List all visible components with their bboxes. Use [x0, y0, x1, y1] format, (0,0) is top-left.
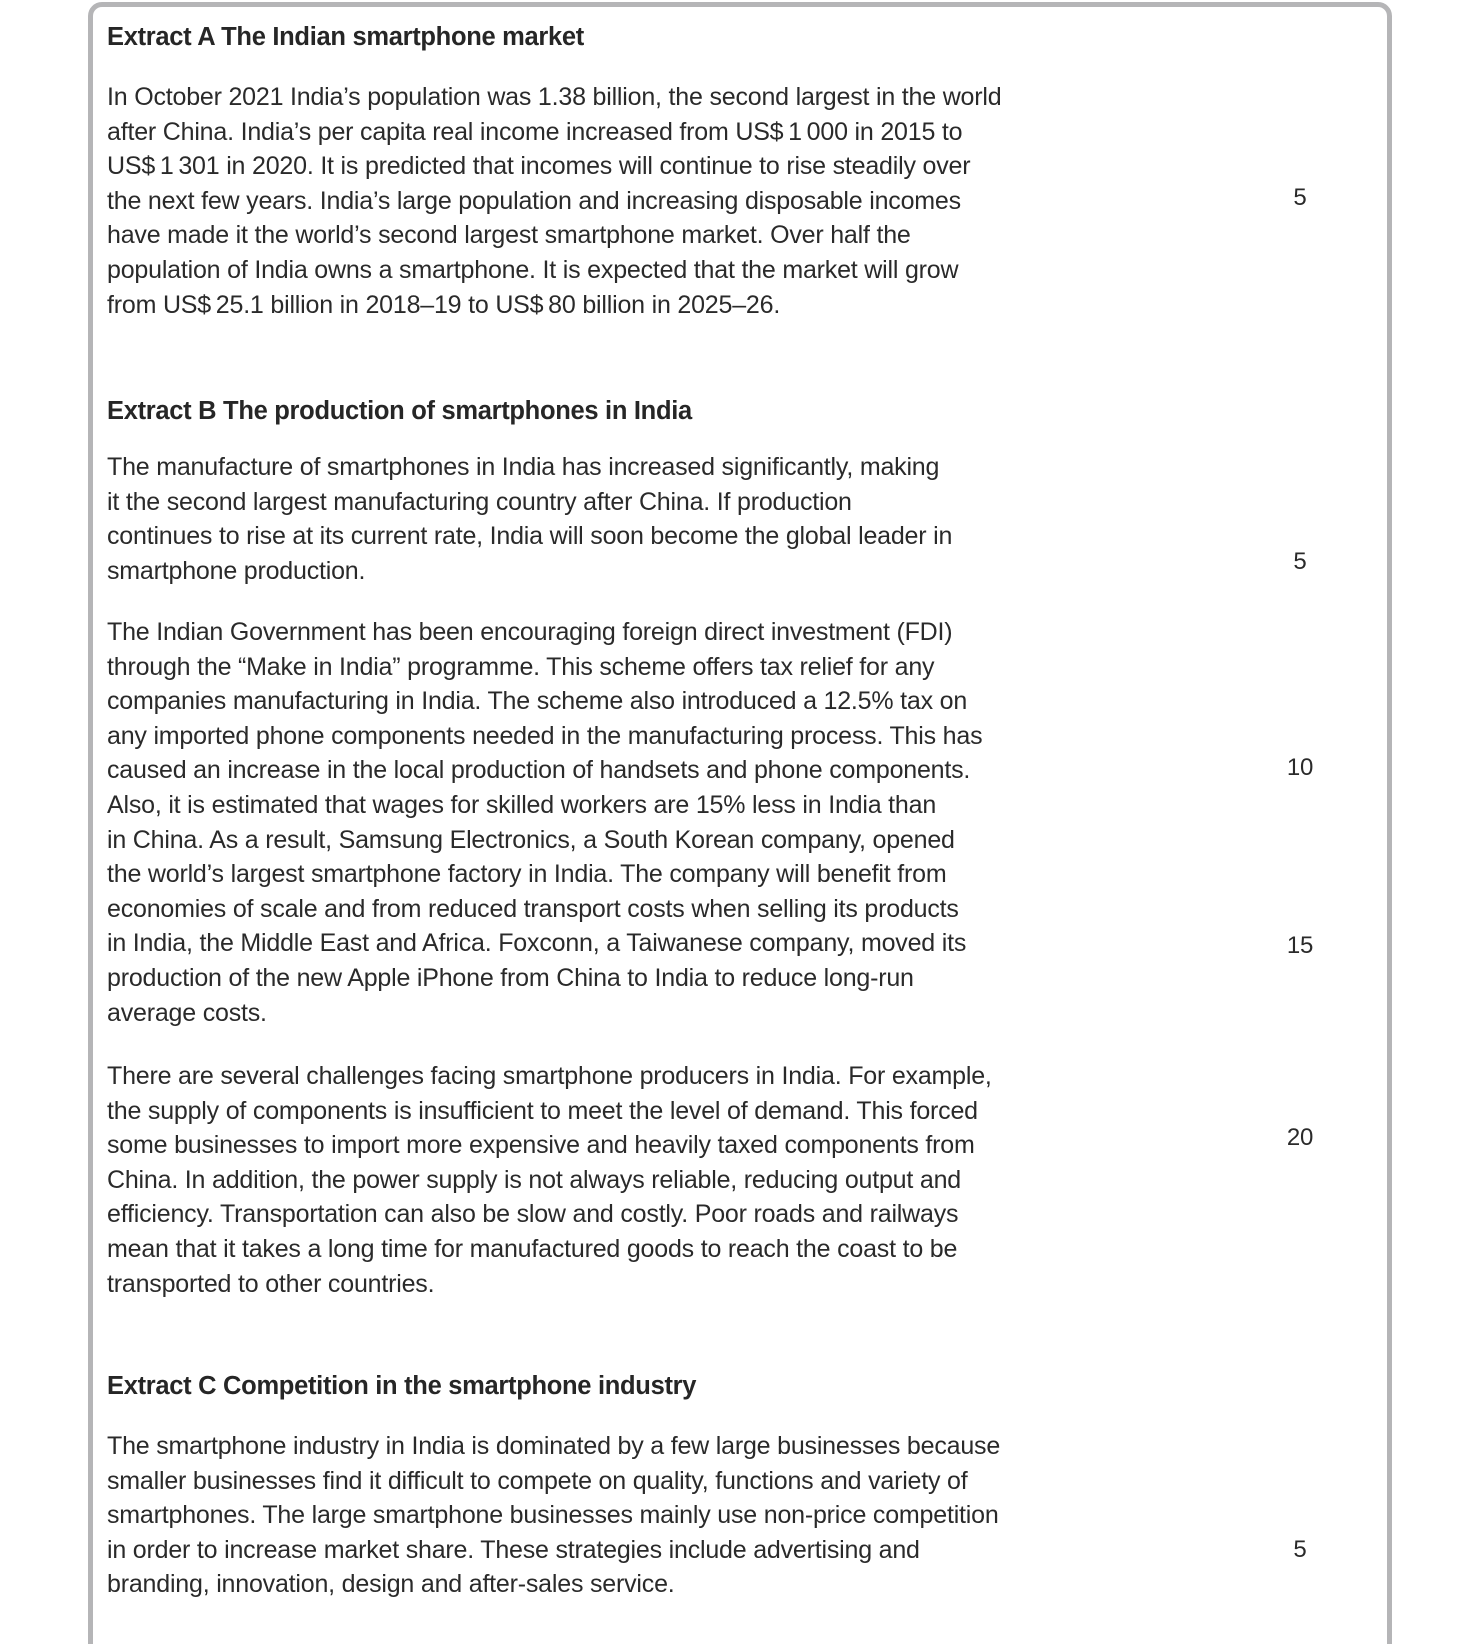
extract-a-paragraph-1 [107, 80, 1001, 322]
text-line: after China. India’s per capita real income increased from US$ 1 000 in 2015 to [107, 117, 963, 146]
line-number-marker: 15 [1286, 932, 1314, 959]
text-line: through the “Make in India” programme. This scheme offers tax relief for any [107, 652, 935, 681]
extract-c-heading: Extract C Competition in the smartphone industry [107, 1372, 697, 1400]
text-line: mean that it takes a long time for manufactured goods to reach the coast to be [107, 1234, 958, 1263]
line-number-column [1278, 0, 1322, 1644]
text-line: the supply of components is insufficient to meet the level of demand. This forced [107, 1096, 978, 1125]
text-line: have made it the world’s second largest smartphone market. Over half the [107, 221, 911, 250]
text-line: in order to increase market share. These strategies include advertising and [107, 1535, 920, 1564]
text-line: The smartphone industry in India is dominated by a few large businesses because [107, 1432, 1001, 1460]
text-line: smartphones. The large smartphone businesses mainly use non-price competition [107, 1501, 999, 1530]
extract-b-paragraph-3 [107, 1059, 992, 1301]
extract-a-heading: Extract A The Indian smartphone market [107, 23, 584, 51]
text-line: smaller businesses find it difficult to compete on quality, functions and variety of [107, 1466, 968, 1495]
text-line: in China. As a result, Samsung Electronics, a South Korean company, opened [107, 825, 955, 854]
text-line: average costs. [107, 998, 267, 1027]
extract-b-heading: Extract B The production of smartphones in India [107, 397, 692, 425]
text-line: the world’s largest smartphone factory in India. The company will benefit from [107, 860, 947, 889]
text-line: production of the new Apple iPhone from China to India to reduce long-run [107, 963, 914, 992]
text-line: the next few years. India’s large population and increasing disposable incomes [107, 186, 961, 215]
text-line: some businesses to import more expensive and heavily taxed components from [107, 1131, 975, 1160]
line-number-marker: 5 [1293, 184, 1307, 211]
text-line: China. In addition, the power supply is not always reliable, reducing output and [107, 1165, 961, 1194]
text-line: continues to rise at its current rate, India will soon become the global leader in [107, 522, 953, 551]
line-number-marker: 5 [1293, 548, 1307, 575]
text-line: transported to other countries. [107, 1269, 435, 1298]
line-number-marker: 20 [1286, 1124, 1314, 1151]
text-line: from US$ 25.1 billion in 2018–19 to US$ 80 billion in 2025–26. [107, 290, 781, 319]
text-line: companies manufacturing in India. The scheme also introduced a 12.5% tax on [107, 687, 968, 716]
text-line: in India, the Middle East and Africa. Foxconn, a Taiwanese company, moved its [107, 929, 967, 958]
text-line: Also, it is estimated that wages for skilled workers are 15% less in India than [107, 790, 937, 819]
text-line: economies of scale and from reduced transport costs when selling its products [107, 894, 959, 923]
text-line: The manufacture of smartphones in India has increased significantly, making [107, 453, 940, 481]
text-line: The Indian Government has been encouraging foreign direct investment (FDI) [107, 618, 953, 646]
text-line: efficiency. Transportation can also be slow and costly. Poor roads and railways [107, 1200, 959, 1229]
text-line: smartphone production. [107, 556, 366, 585]
text-line: branding, innovation, design and after-sales service. [107, 1570, 675, 1599]
line-number-marker: 10 [1286, 754, 1314, 781]
text-line: There are several challenges facing smartphone producers in India. For example, [107, 1062, 992, 1090]
text-line: it the second largest manufacturing country after China. If production [107, 487, 852, 516]
text-line: US$ 1 301 in 2020. It is predicted that incomes will continue to rise steadily over [107, 152, 971, 181]
line-number-marker: 5 [1293, 1536, 1307, 1563]
text-line: caused an increase in the local production of handsets and phone components. [107, 756, 971, 785]
extract-b-paragraph-1 [107, 450, 952, 588]
extract-c-paragraph-1 [107, 1429, 1000, 1602]
extract-b-paragraph-2 [107, 615, 982, 1030]
text-line: any imported phone components needed in the manufacturing process. This has [107, 721, 983, 750]
text-line: population of India owns a smartphone. It is expected that the market will grow [107, 255, 959, 284]
text-line: In October 2021 India’s population was 1.38 billion, the second largest in the world [107, 83, 1002, 111]
